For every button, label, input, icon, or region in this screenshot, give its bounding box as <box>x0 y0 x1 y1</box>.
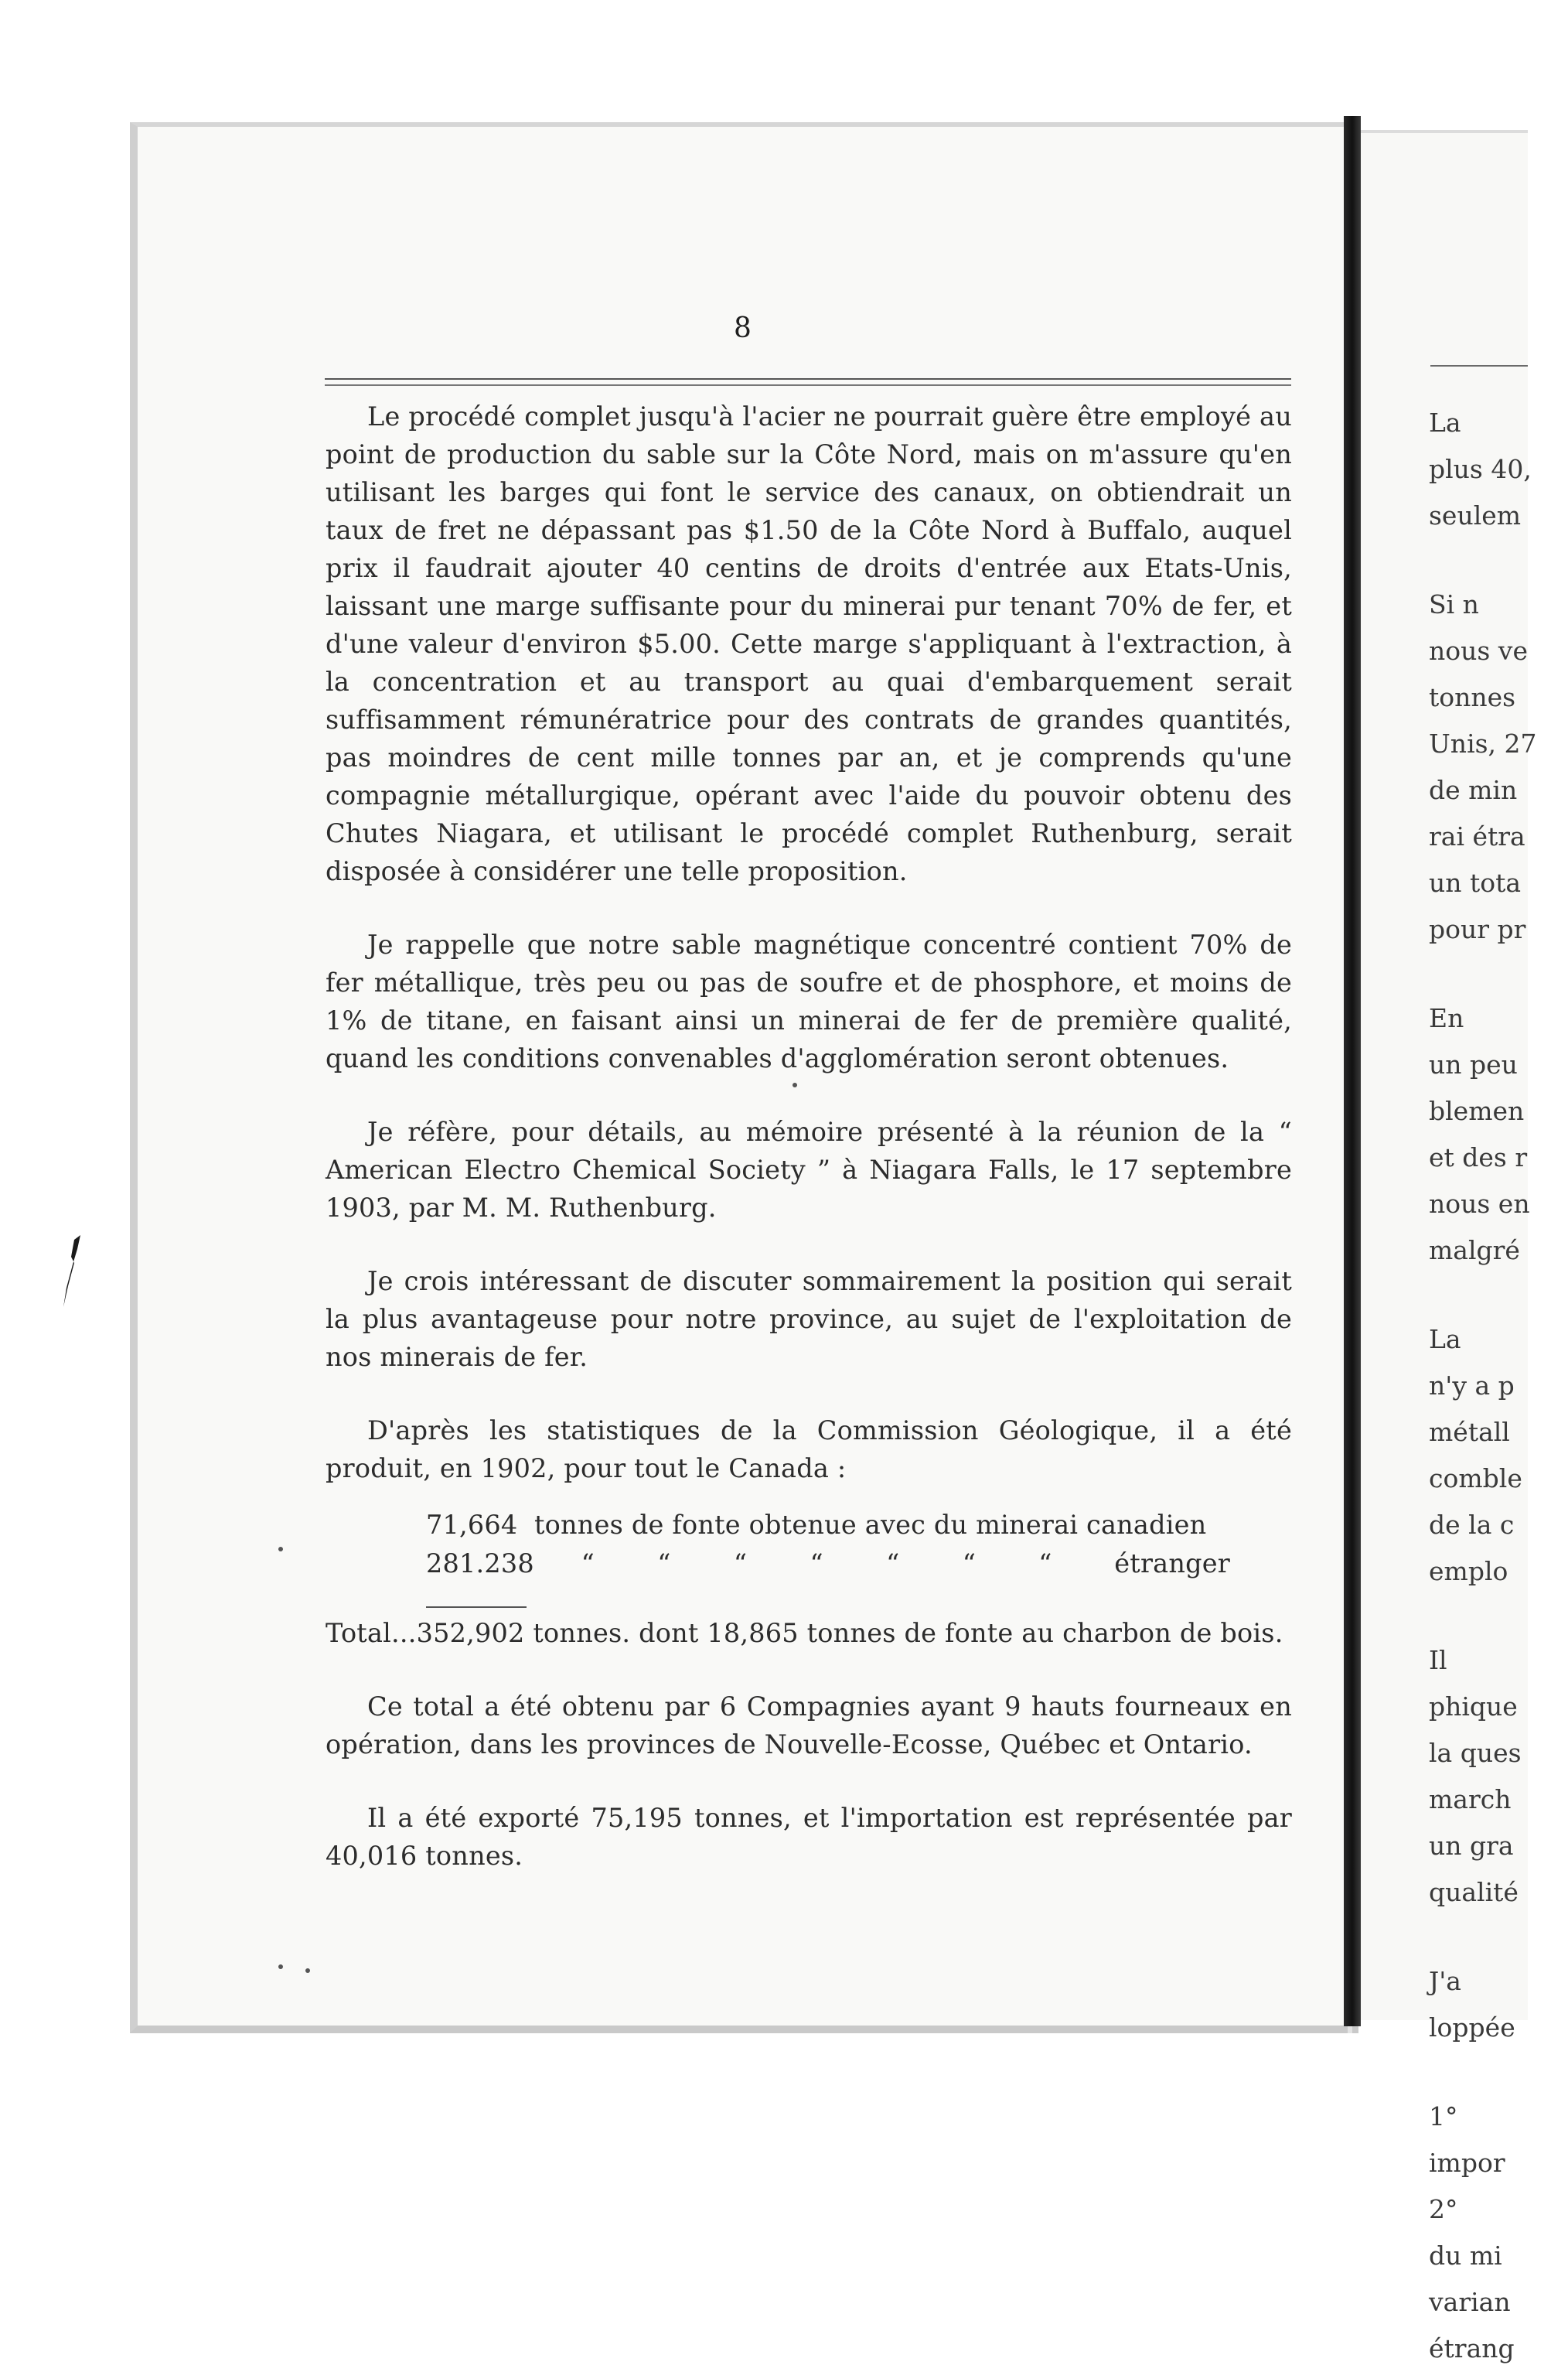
ditto-mark: “ <box>657 1548 671 1578</box>
page-number: 8 <box>734 312 752 344</box>
right-page-line: n'y a p <box>1429 1370 1515 1401</box>
right-page-line: impor <box>1429 2148 1505 2178</box>
right-page-gap <box>1429 539 1568 582</box>
right-page-line: nous en <box>1429 1189 1530 1219</box>
paragraph-7: Il a été exporté 75,195 tonnes, et l'importation est représentée par 40,016 tonnes. <box>326 1803 1292 1871</box>
right-page-line: En <box>1429 1003 1464 1033</box>
right-page-line: La <box>1429 408 1461 438</box>
paragraph-4: Je crois intéressant de discuter sommairement la position qui serait la plus avantageuse pour notre province, au sujet de l'exploitation de nos minerais de fer. <box>326 1266 1292 1372</box>
right-page <box>1361 130 1537 2363</box>
ditto-mark: “ <box>810 1548 823 1578</box>
right-page-line: un tota <box>1429 868 1522 898</box>
right-page-gap <box>1429 1595 1568 1637</box>
right-page-line: un gra <box>1429 1831 1514 1861</box>
table-value: 281.238 <box>426 1548 534 1578</box>
right-page-line: pour pr <box>1429 914 1526 944</box>
right-page-gap <box>1429 1274 1568 1316</box>
page-content <box>326 398 1292 1910</box>
production-table <box>426 1506 1230 1583</box>
right-page-line: de la c <box>1429 1510 1515 1540</box>
header-rule <box>325 378 1291 386</box>
total-line: Total...352,902 tonnes. dont 18,865 tonnes de fonte au charbon de bois. <box>326 1618 1283 1648</box>
right-page-line: 2° <box>1429 2194 1458 2224</box>
right-page-line: Si n <box>1429 589 1479 619</box>
scan-speck <box>305 1968 310 1973</box>
right-page-line: la ques <box>1429 1738 1522 1768</box>
right-page-line: du mi <box>1429 2241 1502 2271</box>
right-page-line: J'a <box>1429 1966 1461 1996</box>
ditto-mark: “ <box>733 1548 748 1578</box>
right-page-line: varian <box>1429 2287 1511 2317</box>
ink-mark <box>57 1234 88 1311</box>
right-page-gap <box>1429 1916 1568 1958</box>
right-page-line: malgré <box>1429 1235 1520 1265</box>
scan-speck <box>278 1547 283 1551</box>
right-page-line: tonnes <box>1429 682 1516 712</box>
right-page-line: nous ve <box>1429 636 1528 666</box>
table-value: 71,664 <box>426 1510 518 1540</box>
right-page-line: Unis, 27 <box>1429 729 1537 759</box>
ditto-mark: “ <box>1038 1548 1052 1578</box>
table-text: étranger <box>1114 1548 1230 1578</box>
scan-speck <box>278 1964 283 1969</box>
paragraph-6: Ce total a été obtenu par 6 Compagnies ayant 9 hauts fourneaux en opération, dans les provinces de Nouvelle-Ecosse, Québec et Ontario. <box>326 1691 1292 1759</box>
right-page-line: un peu <box>1429 1049 1518 1080</box>
right-page-line: rai étra <box>1429 821 1525 852</box>
right-page-gap <box>1429 953 1568 995</box>
right-page-text <box>1429 400 1568 2372</box>
paragraph-2: Je rappelle que notre sable magnétique concentré contient 70% de fer métallique, très peu ou pas de soufre et de phosphore, et moins de 1% de titane, en faisant ainsi un minerai de fer de première qualité, quand les conditions convenables d'agglomération seront obtenues. <box>326 930 1292 1073</box>
paragraph-3: Je réfère, pour détails, au mémoire présenté à la réunion de la “ American Electro Chemical Society ” à Niagara Falls, le 17 septembre 1903, par M. M. Ruthenburg. <box>326 1117 1292 1223</box>
left-page <box>130 122 1348 2033</box>
right-page-line: de min <box>1429 775 1518 805</box>
ditto-marks <box>534 1544 1114 1583</box>
right-page-line: plus 40, <box>1429 454 1532 484</box>
paragraph-5: D'après les statistiques de la Commission Géologique, il a été produit, en 1902, pour tout le Canada : <box>326 1415 1292 1483</box>
right-page-line: seulem <box>1429 500 1522 531</box>
sum-rule <box>426 1606 527 1608</box>
right-page-line: La <box>1429 1324 1461 1354</box>
right-page-line: métall <box>1429 1417 1510 1447</box>
right-page-line: étrang <box>1429 2333 1515 2363</box>
right-page-line: phique <box>1429 1691 1518 1722</box>
right-page-line: loppée <box>1429 2012 1515 2043</box>
table-row <box>426 1506 1230 1544</box>
right-page-line: emplo <box>1429 1556 1508 1586</box>
table-row <box>426 1544 1230 1583</box>
right-page-line: blemen <box>1429 1096 1525 1126</box>
right-page-line: et des r <box>1429 1142 1528 1172</box>
paragraph-1: Le procédé complet jusqu'à l'acier ne pourrait guère être employé au point de production du sable sur la Côte Nord, mais on m'assure qu'en utilisant les barges qui font le service des canaux, on obtiendrait un taux de fret ne dépassant pas $1.50 de la Côte Nord à Buffalo, auquel prix il faudrait ajouter 40 centins de droits d'entrée aux Etats-Unis, laissant une marge suffisante pour du minerai pur tenant 70% de fer, et d'une valeur d'environ $5.00. Cette marge s'appliquant à l'extraction, à la concentration et au transport au quai d'embarquement serait suffisamment rémunératrice pour des contrats de grandes quantités, pas moindres de cent mille tonnes par an, et je comprends qu'une compagnie métallurgique, opérant avec l'aide du pouvoir obtenu des Chutes Niagara, et utilisant le procédé complet Ruthenburg, serait disposée à considérer une telle proposition. <box>326 401 1292 886</box>
ditto-mark: “ <box>962 1548 977 1578</box>
ditto-mark: “ <box>886 1548 900 1578</box>
right-page-gap <box>1429 2051 1568 2094</box>
right-page-line: qualité <box>1429 1877 1519 1907</box>
right-header-rule <box>1430 365 1528 367</box>
ditto-mark: “ <box>581 1548 595 1578</box>
right-page-line: march <box>1429 1784 1512 1814</box>
book-gutter <box>1344 116 1361 2026</box>
right-page-line: Il <box>1429 1645 1447 1675</box>
right-page-line: comble <box>1429 1463 1522 1493</box>
scan-speck <box>793 1083 797 1087</box>
table-text: tonnes de fonte obtenue avec du minerai canadien <box>534 1510 1207 1540</box>
right-page-line: 1° <box>1429 2101 1458 2131</box>
